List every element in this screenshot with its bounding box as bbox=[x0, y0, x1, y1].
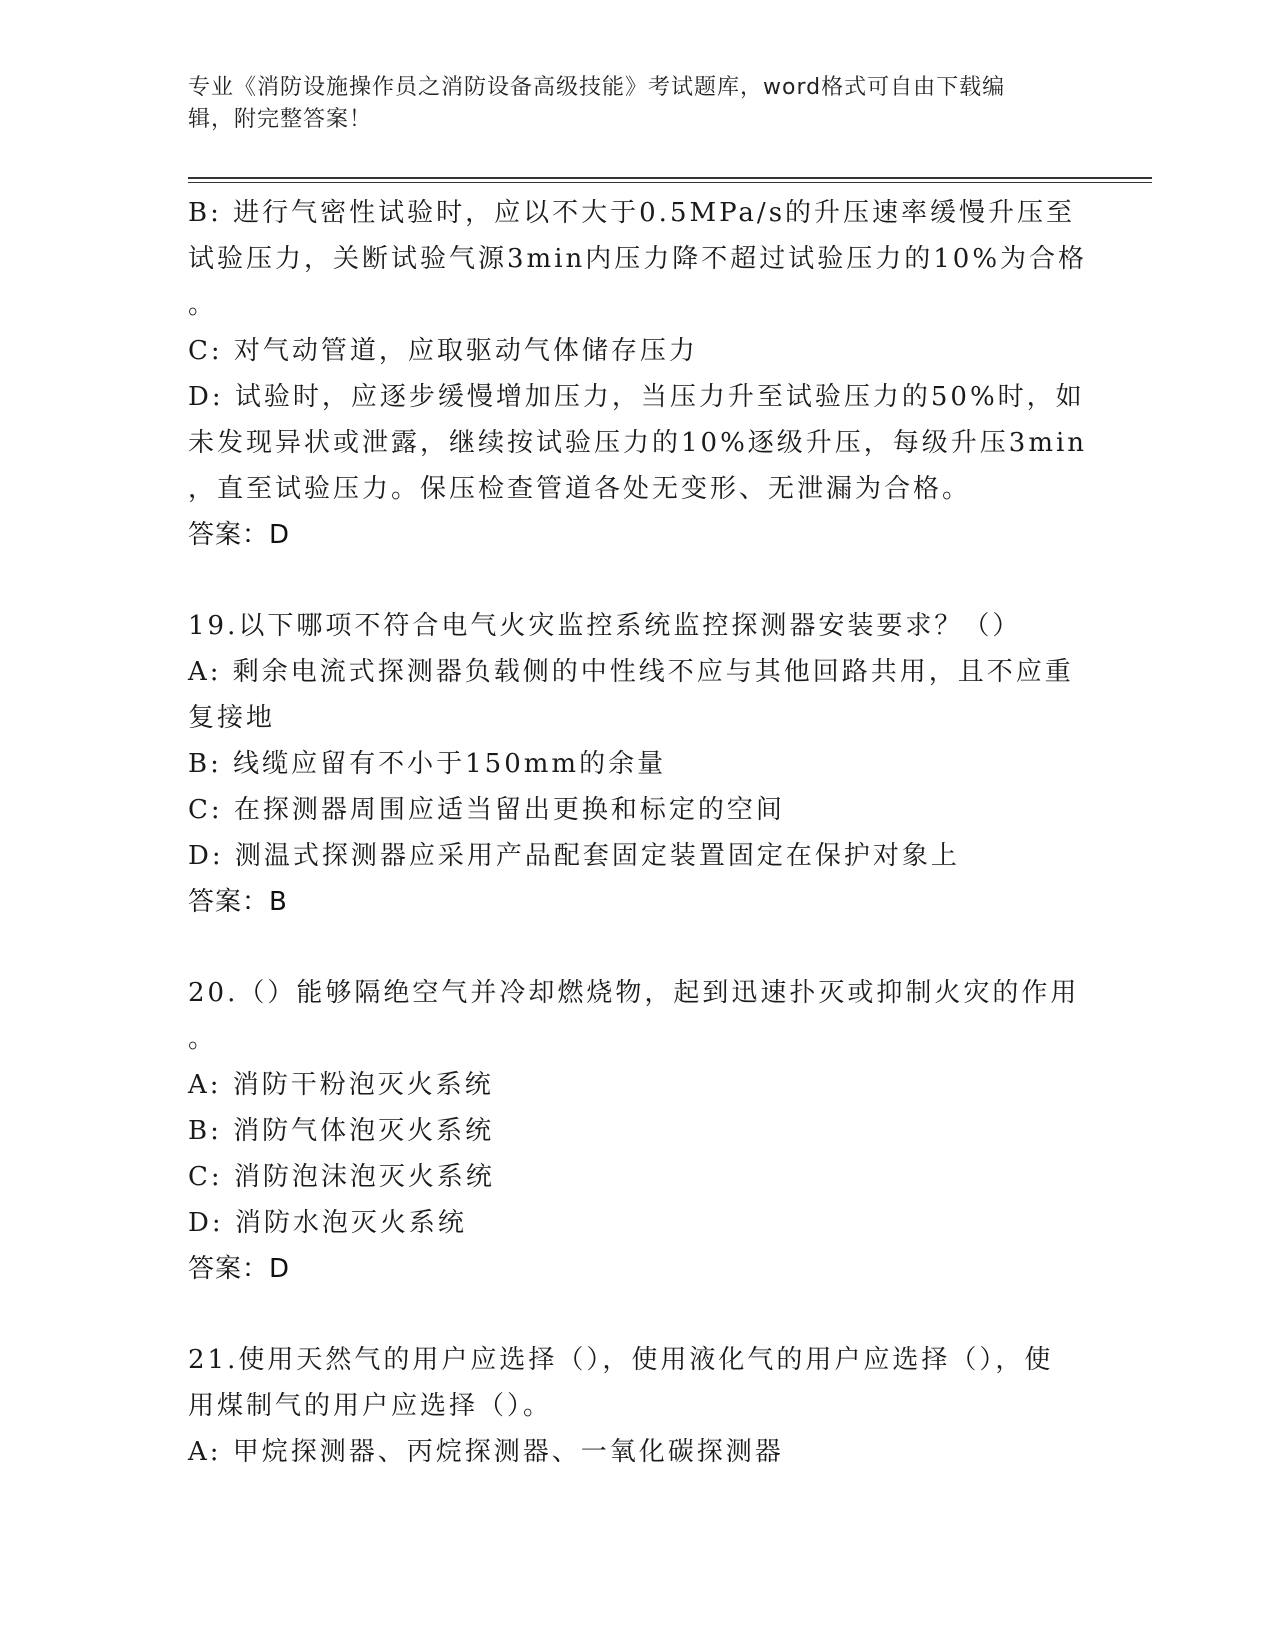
q19-option-b: B: 线缆应留有不小于150mm的余量 bbox=[188, 749, 667, 779]
q18-option-c: C: 对气动管道，应取驱动气体储存压力 bbox=[188, 336, 698, 366]
q18-option-d-line-3: ，直至试验压力。保压检查管道各处无变形、无泄漏为合格。 bbox=[188, 474, 972, 504]
q19-option-a-line-2: 复接地 bbox=[188, 703, 276, 733]
q18-option-d-line-2: 未发现异状或泄露，继续按试验压力的10%逐级升压，每级升压3min bbox=[188, 428, 1088, 458]
q21-stem-line-2: 用煤制气的用户应选择（）。 bbox=[188, 1391, 553, 1421]
spacer bbox=[188, 558, 1088, 603]
header-divider-thick bbox=[188, 177, 1152, 179]
page-header bbox=[188, 72, 1068, 136]
q18-option-b-line-2: 试验压力，关断试验气源3min内压力降不超过试验压力的10%为合格 bbox=[188, 244, 1088, 274]
q20-stem-line-1: 20.（）能够隔绝空气并冷却燃烧物，起到迅速扑灭或抑制火灾的作用 bbox=[188, 978, 1080, 1008]
q18-answer: 答案：D bbox=[188, 520, 291, 550]
spacer bbox=[188, 1292, 1088, 1337]
question-18-continued bbox=[188, 190, 1088, 558]
header-title-line-2: 辑，附完整答案！ bbox=[188, 107, 373, 132]
q20-stem-line-2: 。 bbox=[188, 1024, 218, 1054]
q19-option-a-line-1: A: 剩余电流式探测器负载侧的中性线不应与其他回路共用，且不应重 bbox=[188, 657, 1074, 687]
q21-stem-line-1: 21.使用天然气的用户应选择（），使用液化气的用户应选择（），使 bbox=[188, 1345, 1054, 1375]
question-20 bbox=[188, 970, 1088, 1292]
q19-option-d: D: 测温式探测器应采用产品配套固定装置固定在保护对象上 bbox=[188, 841, 960, 871]
header-title-line-1: 专业《消防设施操作员之消防设备高级技能》考试题库，word格式可自由下载编 bbox=[188, 75, 1006, 100]
spacer bbox=[188, 925, 1088, 970]
q18-option-b-line-3: 。 bbox=[188, 290, 218, 320]
q19-answer: 答案：B bbox=[188, 887, 288, 917]
question-19 bbox=[188, 603, 1088, 925]
q21-option-a: A: 甲烷探测器、丙烷探测器、一氧化碳探测器 bbox=[188, 1437, 784, 1467]
q18-option-b-line-1: B: 进行气密性试验时，应以不大于0.5MPa/s的升压速率缓慢升压至 bbox=[188, 198, 1076, 228]
question-21 bbox=[188, 1337, 1088, 1475]
q20-answer: 答案：D bbox=[188, 1254, 291, 1284]
q20-option-d: D: 消防水泡灭火系统 bbox=[188, 1208, 467, 1238]
q19-stem: 19.以下哪项不符合电气火灾监控系统监控探测器安装要求？（） bbox=[188, 611, 1022, 641]
q20-option-a: A: 消防干粉泡灭火系统 bbox=[188, 1070, 494, 1100]
document-body bbox=[188, 190, 1088, 1475]
q20-option-c: C: 消防泡沫泡灭火系统 bbox=[188, 1162, 495, 1192]
header-divider-thin bbox=[188, 182, 1152, 183]
q18-option-d-line-1: D: 试验时，应逐步缓慢增加压力，当压力升至试验压力的50%时，如 bbox=[188, 382, 1085, 412]
q19-option-c: C: 在探测器周围应适当留出更换和标定的空间 bbox=[188, 795, 785, 825]
q20-option-b: B: 消防气体泡灭火系统 bbox=[188, 1116, 495, 1146]
